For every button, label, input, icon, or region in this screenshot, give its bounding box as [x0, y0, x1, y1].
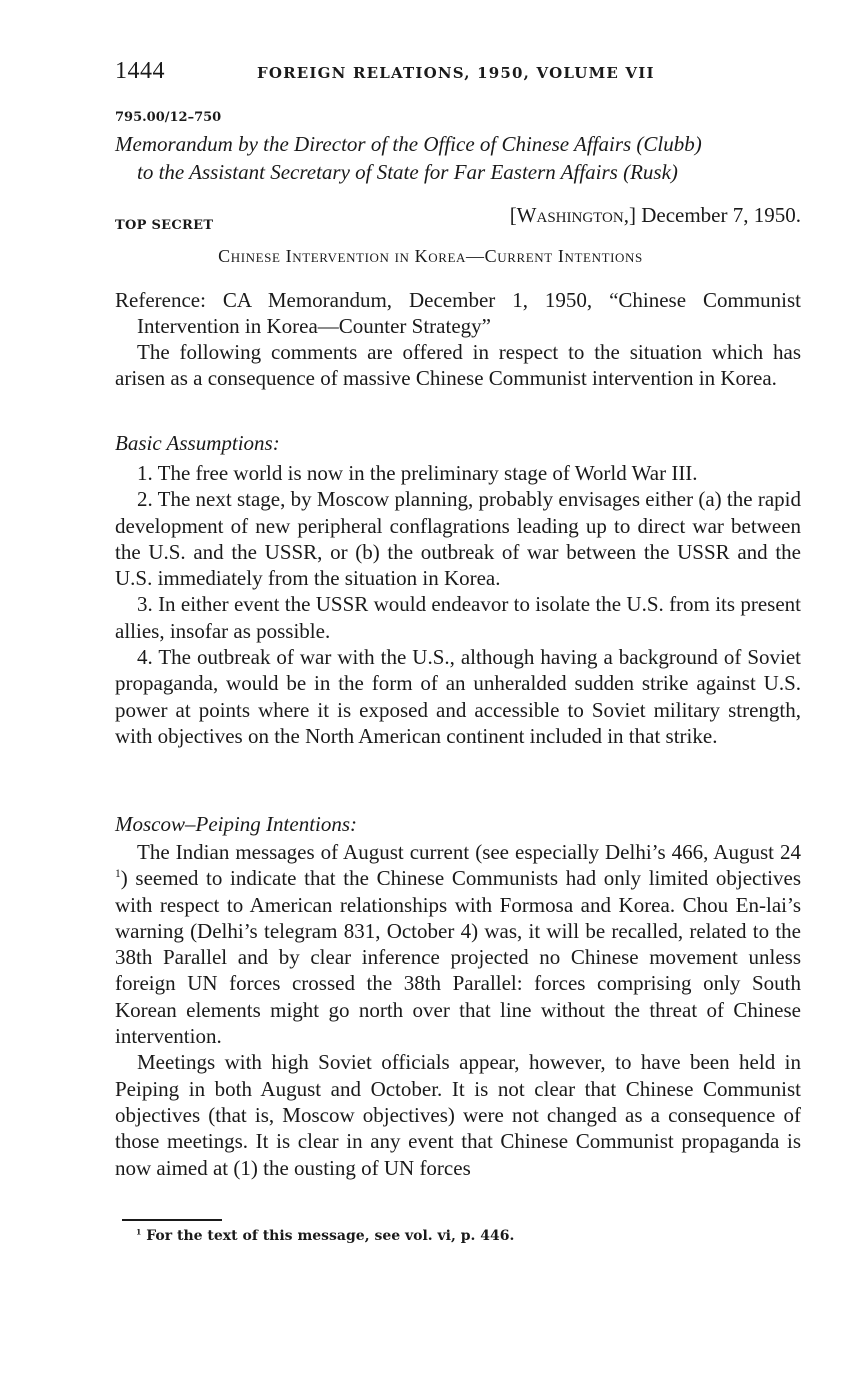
reference-label: Reference: — [115, 288, 206, 312]
page-number: 1444 — [115, 58, 165, 84]
subject-heading: Chinese Intervention in Korea—Current Intentions — [218, 246, 643, 266]
p1-text-after-note: ) seemed to indicate that the Chinese Communists had only limited objectives with respect to American relationships with Formosa and Korea. Chou En-lai’s warning (Delhi’s telegram 831, October 4) was, it will be recalled, related to the 38th Parallel and by clear inference projected no Chinese movement unless foreign UN forces crossed the 38th Parallel: forces comprising only South Korean elements might go north over that line without the threat of Chinese intervention. — [115, 866, 801, 1049]
series-title: FOREIGN RELATIONS, 1950, VOLUME VII — [257, 64, 655, 82]
assumption-item: 2. The next stage, by Moscow planning, probably envisages either (a) the rapid development of new peripheral conflagrations leading up to direct war between the U.S. and the USSR, or (b) the outbreak of war between the USSR and the U.S. immediately from the situation in Korea. — [115, 487, 801, 591]
footnote-text: For the text of this message, see vol. vi, p. 446. — [146, 1228, 515, 1244]
assumption-item: 1. The free world is now in the preliminary stage of World War III. — [137, 461, 698, 485]
footnote-reference: 1 — [115, 868, 121, 881]
running-head — [115, 58, 801, 92]
memo-title-line-2: to the Assistant Secretary of State for Far Eastern Affairs (Rusk) — [137, 160, 678, 184]
assumption-item: 4. The outbreak of war with the U.S., although having a background of Soviet propaganda, would be in the form of an unheralded sudden strike against U.S. power at points where it is exposed and accessible to Soviet military strength, with objectives on the North American continent included in that strike. — [115, 645, 801, 748]
footnote-divider — [122, 1219, 222, 1221]
moscow-peiping-heading: Moscow–Peiping Intentions: — [115, 812, 358, 836]
basic-assumptions-heading: Basic Assumptions: — [115, 431, 280, 455]
dateline — [510, 203, 801, 228]
moscow-peiping-paragraph-1 — [115, 839, 801, 1049]
footnote — [136, 1228, 514, 1244]
assumption-item: 3. In either event the USSR would endeavor to isolate the U.S. from its present allies, insofar as possible. — [115, 592, 801, 643]
dateline-place: [Washington,] — [509, 203, 636, 227]
classification-label: TOP SECRET — [115, 218, 214, 233]
dateline-date: December 7, 1950. — [641, 203, 801, 227]
reference-text: CA Memorandum, December 1, 1950, “Chinese Communist Intervention in Korea—Counter Strategy” — [137, 288, 801, 339]
reference-paragraph — [115, 287, 801, 340]
memo-title-line-1: Memorandum by the Director of the Office of Chinese Affairs (Clubb) — [115, 132, 702, 156]
intro-text: The following comments are offered in respect to the situation which has arisen as a consequence of massive Chinese Communist intervention in Korea. — [115, 340, 801, 391]
footnote-mark: 1 — [136, 1227, 142, 1237]
moscow-peiping-body — [115, 839, 801, 1181]
moscow-peiping-paragraph-2: Meetings with high Soviet officials appear, however, to have been held in Peiping in both August and October. It is not clear that Chinese Communist objectives (that is, Moscow objectives) were not changed as a consequence of those meetings. It is clear in any event that Chinese Communist propaganda is now aimed at (1) the ousting of UN forces — [115, 1050, 801, 1180]
intro-paragraph — [115, 339, 801, 392]
file-number: 795.00/12–750 — [115, 110, 222, 125]
basic-assumptions-list — [115, 460, 801, 749]
p1-text-before-note: The Indian messages of August current (see especially Delhi’s 466, August 24 — [137, 840, 801, 864]
memo-title — [115, 130, 815, 186]
